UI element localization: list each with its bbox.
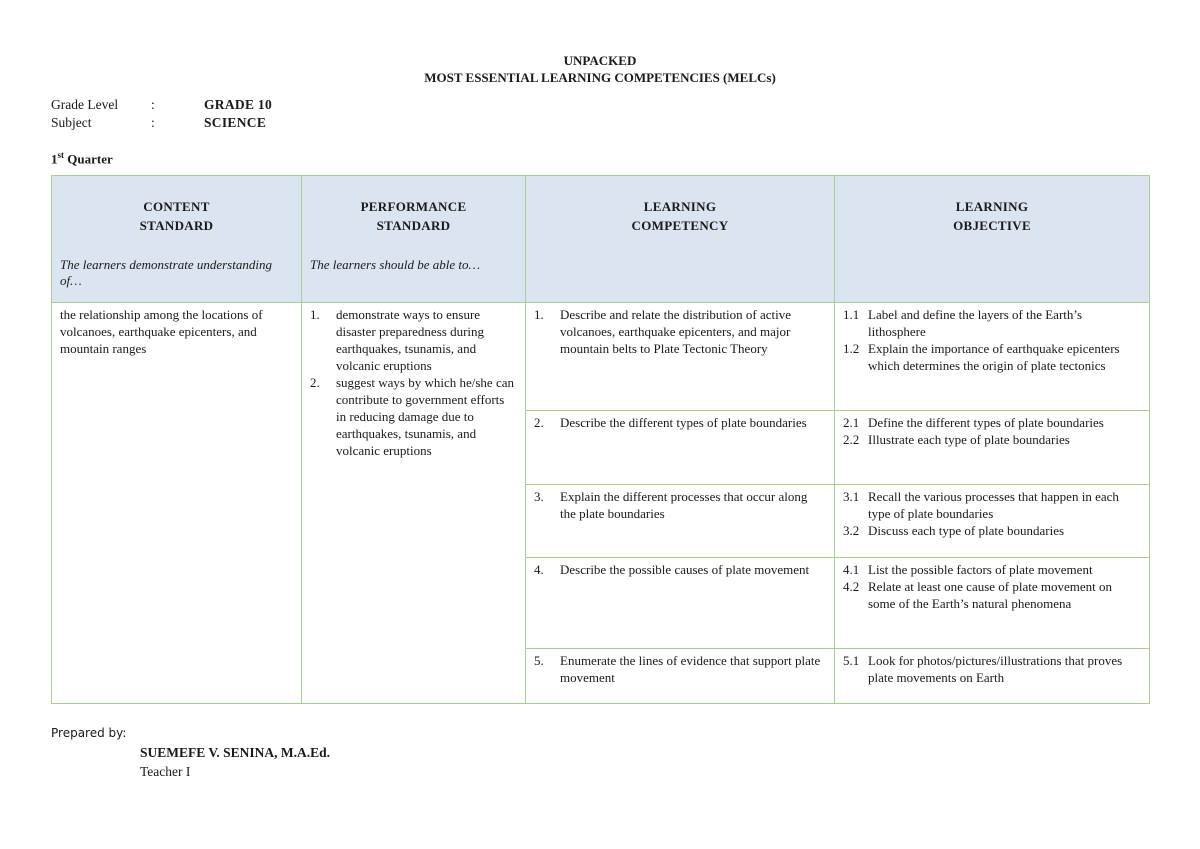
competency-number: 4. — [534, 562, 544, 577]
objective-cell — [835, 558, 1150, 649]
objective-item — [843, 488, 1141, 522]
performance-standard-cell — [302, 303, 526, 704]
grade-level-row — [51, 97, 272, 113]
table-header-row — [52, 176, 1150, 303]
header-title-line2: STANDARD — [376, 218, 451, 233]
content-standard-text: the relationship among the locations of volcanoes, earthquake epicenters, and mountain ranges — [60, 307, 263, 356]
header-learning-competency — [526, 176, 835, 303]
subject-label: Subject — [51, 115, 92, 130]
objective-number: 1.1 — [843, 307, 860, 322]
header-subtext: The learners should be able to… — [310, 257, 481, 272]
objective-text: Define the different types of plate boundaries — [868, 415, 1104, 430]
table-row — [52, 303, 1150, 411]
objective-number: 3.1 — [843, 489, 860, 504]
subject-value: SCIENCE — [204, 115, 267, 130]
grade-level-value: GRADE 10 — [204, 97, 273, 112]
objective-item — [843, 652, 1141, 686]
objective-text: Illustrate each type of plate boundaries — [868, 432, 1070, 447]
objective-number: 2.1 — [843, 415, 860, 430]
objective-text: List the possible factors of plate movement — [868, 562, 1093, 577]
objective-text: Recall the various processes that happen in each type of plate boundaries — [868, 489, 1119, 521]
competency-text: Explain the different processes that occur along the plate boundaries — [560, 489, 808, 521]
preparer-name: SUEMEFE V. SENINA, M.A.Ed. — [140, 745, 331, 760]
header-title-line1: PERFORMANCE — [360, 199, 467, 214]
objective-number: 4.1 — [843, 562, 860, 577]
subject-row — [51, 115, 266, 131]
objective-cell — [835, 485, 1150, 558]
objective-cell — [835, 411, 1150, 485]
header-title-line1: LEARNING — [643, 199, 717, 214]
quarter-number: 1 — [51, 151, 58, 167]
objective-item — [843, 561, 1141, 578]
header-title-line2: STANDARD — [139, 218, 214, 233]
quarter-heading — [51, 150, 113, 167]
header-learning-objective — [835, 176, 1150, 303]
quarter-label: Quarter — [64, 151, 113, 167]
competency-cell — [526, 558, 835, 649]
competency-text: Enumerate the lines of evidence that support plate movement — [560, 653, 821, 685]
document-title: UNPACKED — [563, 53, 637, 68]
melc-table — [51, 175, 1150, 704]
objective-item — [843, 414, 1141, 431]
competency-number: 2. — [534, 415, 544, 430]
header-subtext: The learners demonstrate understanding of… — [60, 257, 272, 288]
objective-text: Label and define the layers of the Earth’s lithosphere — [868, 307, 1083, 339]
objective-text: Look for photos/pictures/illustrations that proves plate movements on Earth — [868, 653, 1123, 685]
objective-text: Relate at least one cause of plate movement on some of the Earth’s natural phenomena — [868, 579, 1113, 611]
grade-level-label: Grade Level — [51, 97, 119, 112]
competency-text: Describe the possible causes of plate movement — [560, 562, 810, 577]
objective-number: 1.2 — [843, 341, 860, 356]
objective-number: 2.2 — [843, 432, 860, 447]
header-performance-standard — [302, 176, 526, 303]
competency-text: Describe and relate the distribution of active volcanoes, earthquake epicenters, and major mountain belts to Plate Tectonic Theory — [560, 307, 792, 356]
document-subtitle: MOST ESSENTIAL LEARNING COMPETENCIES (MELCs) — [424, 70, 776, 85]
objective-text: Discuss each type of plate boundaries — [868, 523, 1065, 538]
objective-item — [843, 340, 1141, 374]
subject-colon: : — [151, 115, 155, 130]
header-title-line1: CONTENT — [143, 199, 210, 214]
item-number: 2. — [310, 375, 320, 390]
header-title-line1: LEARNING — [955, 199, 1029, 214]
quarter-suffix: st — [57, 150, 64, 160]
competency-cell — [526, 485, 835, 558]
objective-number: 4.2 — [843, 579, 860, 594]
item-number: 1. — [310, 307, 320, 322]
competency-number: 5. — [534, 653, 544, 668]
list-item — [310, 306, 517, 374]
objective-number: 5.1 — [843, 653, 860, 668]
content-standard-cell — [52, 303, 302, 704]
competency-cell — [526, 303, 835, 411]
objective-item — [843, 306, 1141, 340]
objective-item — [843, 578, 1141, 612]
header-content-standard — [52, 176, 302, 303]
objective-item — [843, 431, 1141, 448]
competency-number: 3. — [534, 489, 544, 504]
header-title-line2: COMPETENCY — [631, 218, 729, 233]
item-text: demonstrate ways to ensure disaster preparedness during earthquakes, tsunamis, and volcanic eruptions — [336, 307, 485, 373]
prepared-by-label: Prepared by: — [51, 726, 127, 740]
competency-number: 1. — [534, 307, 544, 322]
objective-cell — [835, 649, 1150, 704]
list-item — [310, 374, 517, 459]
objective-text: Explain the importance of earthquake epicenters which determines the origin of plate tectonics — [868, 341, 1120, 373]
preparer-position: Teacher I — [140, 764, 191, 779]
grade-level-colon: : — [151, 97, 155, 112]
item-text: suggest ways by which he/she can contribute to government efforts in reducing damage due to earthquakes, tsunamis, and volcanic eruptions — [336, 375, 514, 458]
objective-number: 3.2 — [843, 523, 860, 538]
competency-cell — [526, 411, 835, 485]
objective-item — [843, 522, 1141, 539]
header-title-line2: OBJECTIVE — [953, 218, 1031, 233]
competency-text: Describe the different types of plate boundaries — [560, 415, 807, 430]
competency-cell — [526, 649, 835, 704]
objective-cell — [835, 303, 1150, 411]
